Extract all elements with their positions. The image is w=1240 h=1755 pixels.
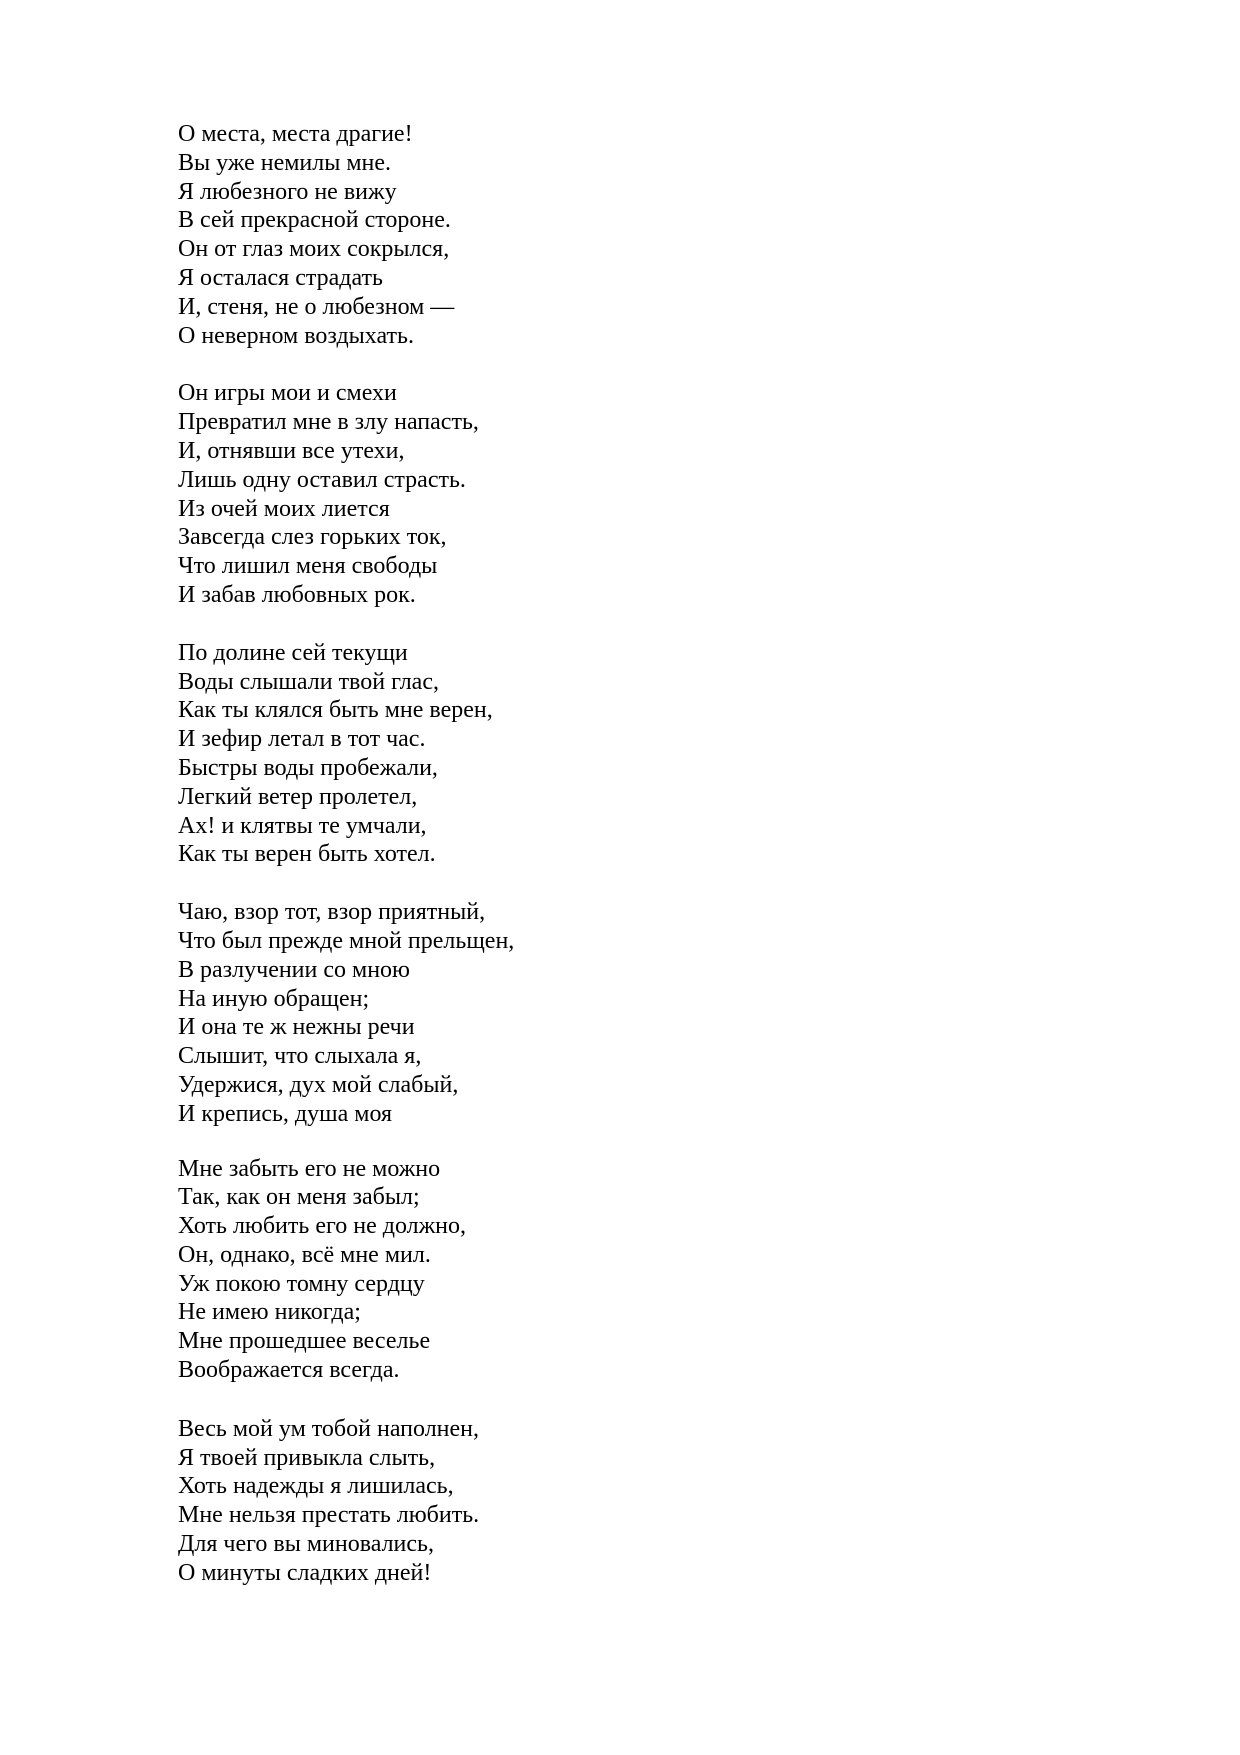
poem-line: Ах! и клятвы те умчали, — [178, 812, 427, 839]
poem-line: Как ты клялся быть мне верен, — [178, 697, 493, 724]
poem-line: И, стеня, не о любезном — — [178, 293, 455, 320]
poem-line: Легкий ветер пролетел, — [178, 783, 418, 810]
stanza-6 — [178, 1415, 1078, 1588]
poem-line: И она те ж нежны речи — [178, 1014, 415, 1041]
poem-text — [178, 120, 1078, 1617]
poem-line: Мне нельзя престать любить. — [178, 1502, 480, 1529]
poem-line: Завсегда слез горьких ток, — [178, 524, 447, 551]
poem-line: О неверном воздыхать. — [178, 322, 414, 349]
poem-line: Я осталася страдать — [178, 264, 383, 291]
poem-line: Удержися, дух мой слабый, — [178, 1071, 459, 1098]
poem-line: Воображается всегда. — [178, 1357, 400, 1384]
poem-line: Для чего вы миновались, — [178, 1531, 434, 1558]
poem-line: Я твоей привыкла слыть, — [178, 1444, 436, 1471]
poem-line: Что был прежде мной прельщен, — [178, 927, 515, 954]
poem-line: Весь мой ум тобой наполнен, — [178, 1415, 480, 1442]
poem-line: В сей прекрасной стороне. — [178, 207, 451, 234]
stanza-5 — [178, 1155, 1078, 1385]
poem-line: В разлучении со мною — [178, 956, 410, 983]
poem-line: По долине сей текущи — [178, 639, 408, 666]
poem-line: Не имею никогда; — [178, 1299, 361, 1326]
poem-line: Я любезного не вижу — [178, 178, 397, 205]
poem-line: Слышит, что слыхала я, — [178, 1043, 422, 1070]
stanza-1 — [178, 120, 1078, 350]
poem-line: Чаю, взор тот, взор приятный, — [178, 899, 486, 926]
poem-line: Воды слышали твой глас, — [178, 668, 439, 695]
poem-line: И крепись, душа моя — [178, 1100, 393, 1127]
poem-line: Лишь одну оставил страсть. — [178, 466, 466, 493]
poem-line: О места, места драгие! — [178, 121, 413, 147]
poem-line: Он игры мои и смехи — [178, 380, 397, 407]
poem-line: Он, однако, всё мне мил. — [178, 1241, 431, 1268]
poem-line: Быстры воды пробежали, — [178, 754, 438, 781]
poem-line: Как ты верен быть хотел. — [178, 841, 436, 868]
stanza-3 — [178, 639, 1078, 869]
poem-line: Он от глаз моих сокрылся, — [178, 236, 450, 263]
poem-line: Уж покою томну сердцу — [178, 1270, 425, 1297]
poem-line: Что лишил меня свободы — [178, 553, 438, 580]
poem-line: Превратил мне в злу напасть, — [178, 409, 479, 436]
poem-line: Из очей моих лиется — [178, 495, 390, 522]
stanza-4 — [178, 898, 1078, 1128]
poem-line: Вы уже немилы мне. — [178, 149, 392, 176]
poem-line: На иную обращен; — [178, 985, 370, 1012]
poem-line: И зефир летал в тот час. — [178, 726, 426, 753]
poem-line: Хоть надежды я лишилась, — [178, 1473, 454, 1500]
poem-line: И, отнявши все утехи, — [178, 437, 405, 464]
stanza-2 — [178, 379, 1078, 609]
poem-line: Так, как он меня забыл; — [178, 1184, 420, 1211]
poem-line: И забав любовных рок. — [178, 581, 416, 608]
poem-line: Хоть любить его не должно, — [178, 1213, 467, 1240]
poem-line: Мне забыть его не можно — [178, 1155, 441, 1182]
poem-line: О минуты сладких дней! — [178, 1559, 432, 1586]
poem-line: Мне прошедшее веселье — [178, 1328, 431, 1355]
